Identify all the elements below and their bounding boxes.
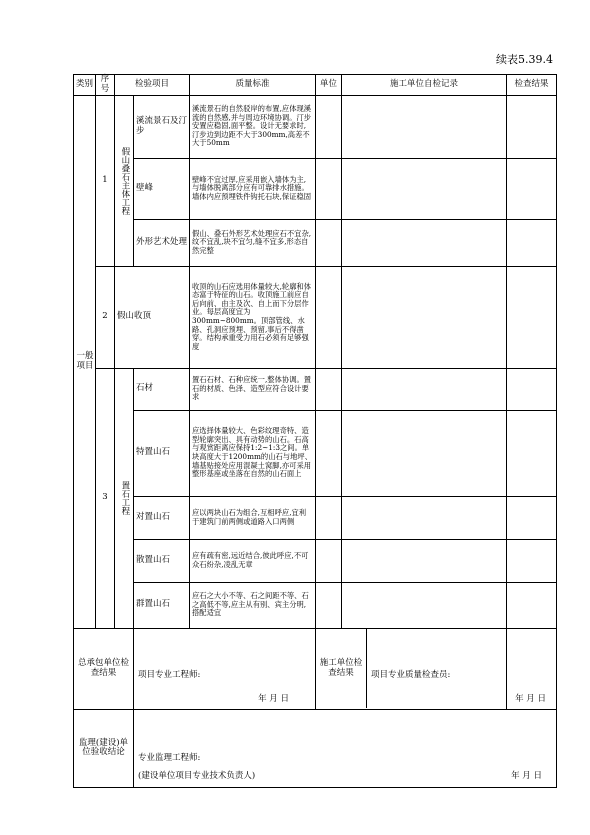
supervisor-date: 年 月 日 [511, 770, 543, 781]
construction-label: 施工单位检查结果 [316, 629, 367, 708]
group-name-cell [115, 95, 134, 266]
result-cell[interactable] [507, 539, 557, 582]
supervisor-label: 监理(建设)单位验收结论 [74, 709, 134, 787]
header-category: 类别 [74, 75, 96, 96]
category-label: 一般项目 [76, 351, 94, 371]
result-cell[interactable] [507, 158, 557, 219]
self-check-cell[interactable] [342, 219, 507, 266]
unit-cell[interactable] [316, 266, 342, 368]
standard-cell: 应选择体量较大、色彩纹理奇特、造型轮廓突出、具有动势的山石。石高与观赏距离应保持1:2~1:3之间。单块高度大于1200mm的山石与地坪、墙基贴接处应用混凝土窝脚,亦可采用整形基座或坐落在自然的山石面上 [190, 410, 316, 496]
category-cell [74, 95, 96, 628]
signoff-row-contractor [74, 628, 557, 709]
contractor-label: 总承包单位检查结果 [74, 628, 134, 709]
table-row [74, 368, 557, 410]
result-cell[interactable] [507, 95, 557, 158]
item-cell: 石材 [134, 368, 190, 410]
standard-cell: 假山、叠石外形艺术处理应石不宜杂,纹不宜乱,块不宜匀,缝不宜多,形态自然完整 [190, 219, 316, 266]
construction-sign-area[interactable] [367, 629, 547, 708]
self-check-cell[interactable] [342, 496, 507, 539]
table-row [74, 496, 557, 539]
contractor-engineer-label: 项目专业工程师: [138, 669, 201, 680]
standard-cell: 收顶的山石应选用体量较大,轮廓和体态富于特征的山石。收顶施工前应自后向前、由主及次、自上而下分层作业。每层高度宜为300mm~800mm。顶部管线、水路、孔洞应预埋、预留,事后不得凿穿。结构承重受力用石必须有足够强度 [190, 266, 316, 368]
seq-cell: 1 [96, 95, 115, 266]
standard-cell: 置石石材、石种应统一,整体协调。置石的材质、色泽、造型应符合设计要求 [190, 368, 316, 410]
self-check-cell[interactable] [342, 95, 507, 158]
self-check-cell[interactable] [342, 158, 507, 219]
standard-cell: 溪流景石的自然驳岸的布置,应体现溪流的自然感,并与周边环境协调。汀步安置应稳固,面平整。设计无要求时,汀步边到边距不大于300mm,高差不大于50mm [190, 95, 316, 158]
result-cell[interactable] [507, 410, 557, 496]
standard-cell: 应有疏有密,远近结合,彼此呼应,不可众石纷杂,凌乱无章 [190, 539, 316, 582]
header-seq: 序号 [96, 75, 115, 96]
result-cell[interactable] [507, 496, 557, 539]
result-cell[interactable] [507, 219, 557, 266]
unit-cell[interactable] [316, 410, 342, 496]
supervisor-engineer-label: 专业监理工程师: [138, 752, 201, 763]
signoff-row-supervisor [74, 709, 557, 787]
item-cell: 壁峰 [134, 158, 190, 219]
group-name: 假山叠石主体工程 [119, 146, 130, 215]
page-label: 续表5.39.4 [496, 53, 553, 66]
item-cell: 假山收顶 [115, 266, 190, 368]
table-row [74, 158, 557, 219]
header-result: 检查结果 [507, 75, 557, 96]
standard-cell: 应以两块山石为组合,互相呼应,宜利于建筑门前两侧或道路入口两侧 [190, 496, 316, 539]
table-row [74, 539, 557, 582]
seq-cell: 2 [96, 266, 115, 368]
unit-cell[interactable] [316, 95, 342, 158]
self-check-cell[interactable] [342, 266, 507, 368]
header-self-check: 施工单位自检记录 [342, 75, 507, 96]
item-cell: 特置山石 [134, 410, 190, 496]
result-cell[interactable] [507, 266, 557, 368]
header-row [74, 75, 557, 96]
item-cell: 外形艺术处理 [134, 219, 190, 266]
unit-cell[interactable] [316, 496, 342, 539]
item-cell: 群置山石 [134, 582, 190, 628]
seq-cell: 3 [96, 368, 115, 628]
table-row [74, 410, 557, 496]
unit-cell[interactable] [316, 582, 342, 628]
result-cell[interactable] [507, 368, 557, 410]
header-unit: 单位 [316, 75, 342, 96]
unit-cell[interactable] [316, 539, 342, 582]
contractor-date: 年 月 日 [258, 693, 290, 704]
item-cell: 散置山石 [134, 539, 190, 582]
result-cell[interactable] [507, 582, 557, 628]
supervisor-sign-area[interactable] [134, 709, 557, 787]
construction-inspector-label: 项目专业质量检查员: [371, 670, 451, 681]
table-row [74, 95, 557, 158]
item-cell: 对置山石 [134, 496, 190, 539]
inspection-table [73, 74, 557, 788]
unit-cell[interactable] [316, 158, 342, 219]
standard-cell: 壁峰不宜过厚,应采用嵌入墙体为主,与墙体脱离部分应有可靠排水措施。墙体内应预埋铁件钩托石块,保证稳固 [190, 158, 316, 219]
header-item: 检验项目 [115, 75, 190, 96]
unit-cell[interactable] [316, 368, 342, 410]
group-name-cell [115, 368, 134, 628]
item-cell: 溪流景石及汀步 [134, 95, 190, 158]
group-name: 置石工程 [119, 481, 130, 516]
standard-cell: 应石之大小不等、石之间距不等、石之高低不等,应主从有别、宾主分明,搭配适宜 [190, 582, 316, 628]
self-check-cell[interactable] [342, 582, 507, 628]
supervisor-note: (建设单位项目专业技术负责人) [138, 770, 256, 781]
table-row [74, 266, 557, 368]
self-check-cell[interactable] [342, 410, 507, 496]
self-check-cell[interactable] [342, 539, 507, 582]
construction-date: 年 月 日 [515, 694, 547, 705]
contractor-sign-area[interactable] [134, 628, 316, 709]
construction-wrapper [316, 628, 547, 709]
table-row [74, 219, 557, 266]
header-standard: 质量标准 [190, 75, 316, 96]
unit-cell[interactable] [316, 219, 342, 266]
table-row [74, 582, 557, 628]
self-check-cell[interactable] [342, 368, 507, 410]
